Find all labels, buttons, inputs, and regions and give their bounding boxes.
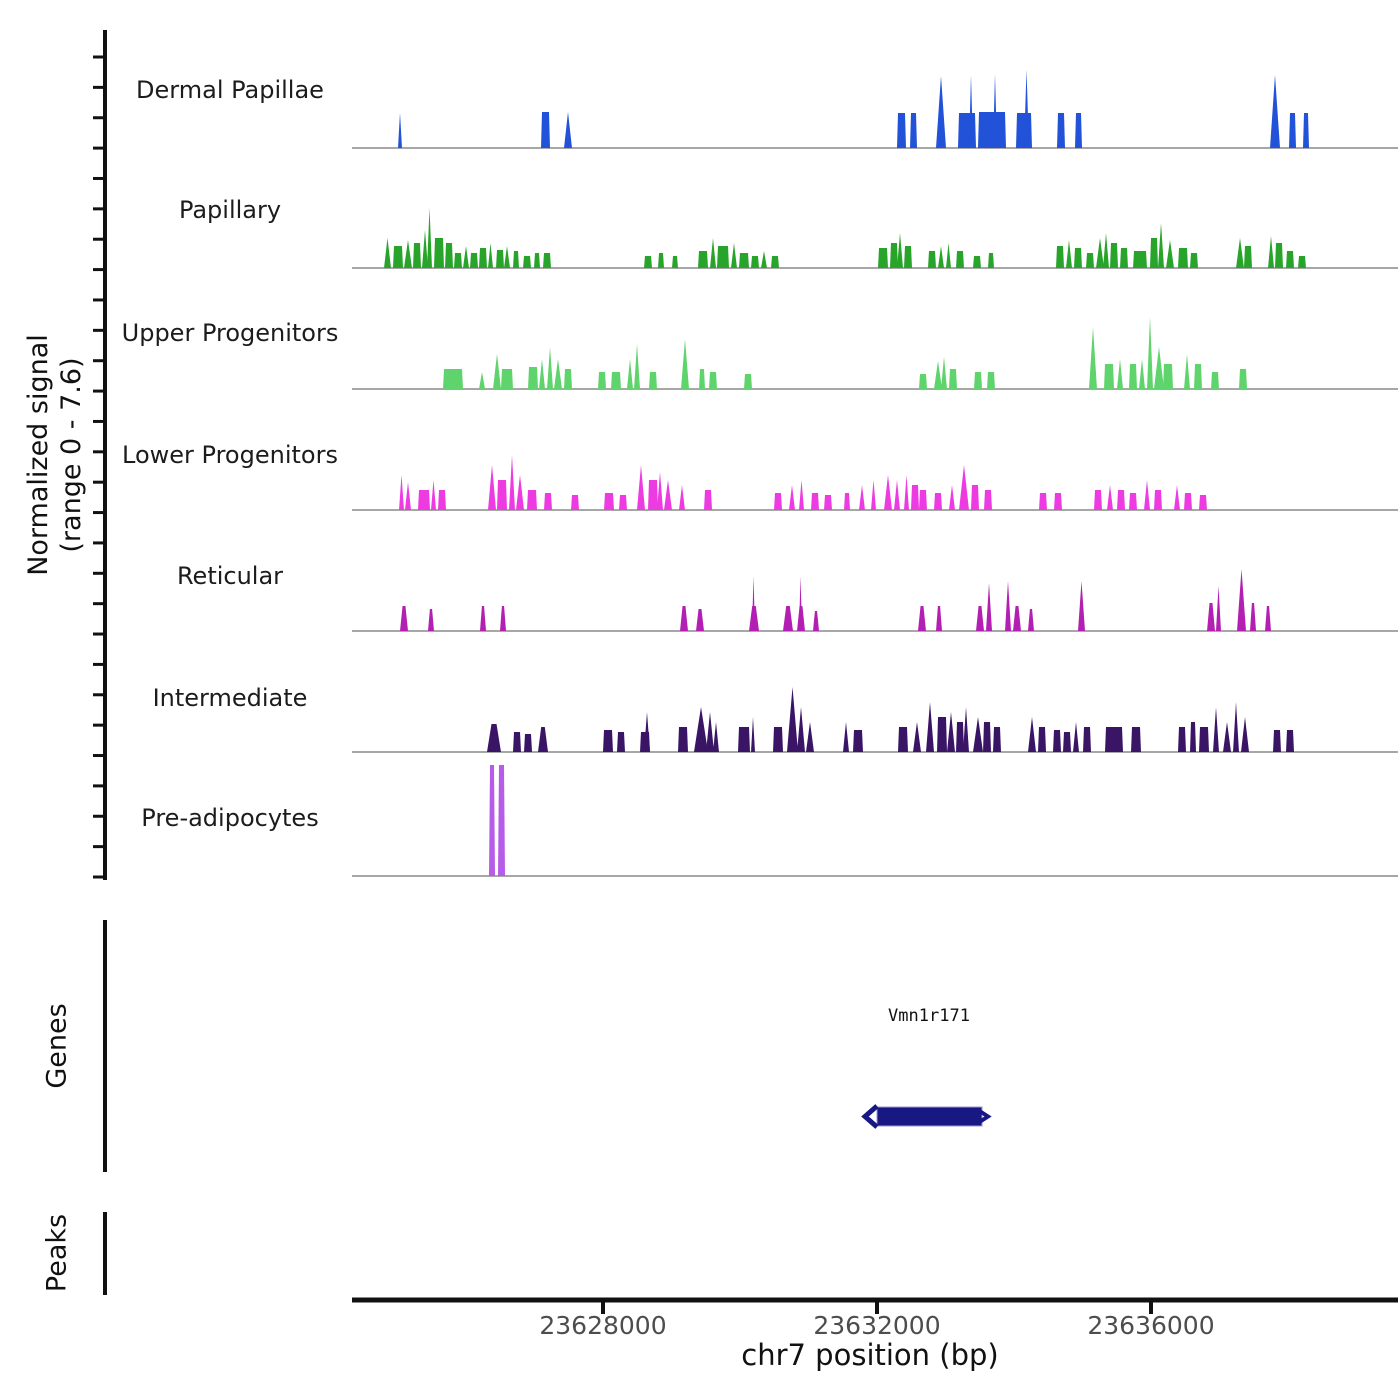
y-axis-label-line2: (range 0 - 7.6) <box>56 357 87 553</box>
track-label-intermediate: Intermediate <box>152 684 308 712</box>
signal-peak <box>428 609 434 631</box>
x-tick-label-23628000: 23628000 <box>539 1311 667 1340</box>
signal-peak <box>619 495 627 510</box>
signal-peak <box>539 359 545 389</box>
signal-peak <box>547 347 553 389</box>
signal-peak <box>956 722 964 752</box>
signal-peak <box>1166 240 1174 268</box>
signal-peak <box>1289 113 1296 148</box>
signal-peak <box>488 243 493 268</box>
signal-peak <box>524 734 532 752</box>
signal-peak <box>1086 253 1094 268</box>
signal-peak <box>554 359 562 389</box>
signal-peak <box>1083 727 1091 752</box>
signal-peak <box>738 727 750 752</box>
signal-peak <box>649 372 657 389</box>
signal-peak <box>987 372 995 389</box>
signal-peak <box>1066 240 1072 268</box>
signal-peak <box>947 712 955 752</box>
signal-peak <box>422 230 428 268</box>
signal-peak <box>941 357 947 389</box>
signal-peak <box>986 583 992 631</box>
track-label-pre-adipocytes: Pre-adipocytes <box>141 804 319 832</box>
signal-peak <box>789 485 795 510</box>
peaks-section-label: Peaks <box>41 1213 73 1293</box>
signal-peak <box>413 243 421 268</box>
signal-peak <box>500 606 506 631</box>
signal-peak <box>963 707 969 752</box>
signal-peak <box>949 369 957 389</box>
signal-peak <box>1144 480 1150 510</box>
signal-peak <box>434 238 444 268</box>
signal-peak <box>1073 722 1079 752</box>
signal-peak <box>1075 113 1082 148</box>
signal-peak <box>1038 727 1046 752</box>
signal-peak <box>904 475 909 510</box>
signal-peak <box>890 243 898 268</box>
signal-peak <box>783 606 793 631</box>
signal-peak <box>1213 707 1219 752</box>
signal-peak <box>1016 113 1032 148</box>
signal-peak <box>897 233 903 268</box>
signal-peak <box>1078 581 1085 631</box>
signal-peak <box>1190 253 1198 268</box>
signal-peak <box>698 251 708 268</box>
signal-peak <box>1190 722 1196 752</box>
signal-peak <box>1107 485 1113 510</box>
signal-peak <box>971 485 979 510</box>
signal-peak <box>859 485 865 510</box>
signal-peak <box>949 485 955 510</box>
signal-peak <box>627 359 633 389</box>
signal-peak <box>1233 702 1239 752</box>
signal-peak <box>664 480 672 510</box>
signal-peak <box>1239 369 1247 389</box>
signal-peak <box>787 687 798 752</box>
signal-peak <box>694 707 708 752</box>
signal-peak <box>564 369 572 389</box>
genes-section-label: Genes <box>41 1003 73 1089</box>
signal-peak <box>534 253 540 268</box>
signal-peak <box>824 495 832 510</box>
signal-peak <box>644 256 652 268</box>
signal-peak <box>936 606 942 631</box>
signal-peak <box>438 490 446 510</box>
signal-peak <box>904 246 912 268</box>
signal-peak <box>1270 75 1280 148</box>
signal-peak <box>1028 609 1034 631</box>
signal-peak <box>480 606 486 631</box>
signal-peak <box>918 606 926 631</box>
signal-peak <box>1154 490 1162 510</box>
signal-peak <box>773 727 783 752</box>
signal-peak <box>709 372 717 389</box>
track-label-upper-progenitors: Upper Progenitors <box>121 319 339 347</box>
signal-peak <box>479 372 485 389</box>
signal-peak <box>752 576 755 631</box>
signal-peak <box>774 493 782 510</box>
signal-peak <box>1074 248 1082 268</box>
signal-peak <box>1089 327 1097 389</box>
signal-peak <box>884 475 892 510</box>
signal-peak <box>713 722 719 752</box>
signal-peak <box>937 717 947 752</box>
signal-peak <box>926 702 934 752</box>
gene-strand-arrow-left <box>865 1106 877 1127</box>
signal-peak <box>679 485 685 510</box>
signal-peak <box>938 246 944 268</box>
signal-peak <box>799 480 804 510</box>
gene-name-label: Vmn1r171 <box>888 1006 970 1026</box>
signal-peak <box>648 480 658 510</box>
signal-peak <box>513 251 519 268</box>
signal-peak <box>1273 730 1281 752</box>
track-label-reticular: Reticular <box>176 562 284 590</box>
signal-peak <box>973 256 981 268</box>
signal-peak <box>418 490 430 510</box>
signal-peak <box>1063 732 1071 752</box>
signal-peak <box>603 730 613 752</box>
signal-peak <box>431 480 436 510</box>
signal-peak <box>672 256 678 268</box>
signal-peak <box>751 717 755 752</box>
x-axis-title: chr7 position (bp) <box>741 1338 999 1372</box>
signal-peak <box>498 765 505 876</box>
signal-peak <box>946 243 951 268</box>
signal-peak <box>969 75 973 148</box>
signal-peak <box>751 256 759 268</box>
signal-peak <box>1105 727 1123 752</box>
signal-peak <box>1286 730 1294 752</box>
signal-peak <box>400 606 408 631</box>
signal-peak <box>501 369 513 389</box>
signal-peak <box>1194 364 1202 389</box>
signal-peak <box>984 490 992 510</box>
signal-peak <box>463 246 469 268</box>
signal-peak <box>1207 603 1215 631</box>
signal-peak <box>634 344 640 389</box>
signal-peak <box>617 732 625 752</box>
signal-peak <box>934 361 942 389</box>
signal-peak <box>1147 317 1153 389</box>
signal-peak <box>717 246 729 268</box>
signal-peak <box>1039 493 1047 510</box>
signal-peak <box>1005 581 1011 631</box>
signal-peak <box>976 606 984 631</box>
signal-peak <box>1103 233 1109 268</box>
signal-peak <box>973 717 983 752</box>
signal-peak <box>1094 490 1102 510</box>
signal-peak <box>910 113 917 148</box>
signal-peak <box>699 369 705 389</box>
signal-peak <box>496 250 504 268</box>
signal-peak <box>544 493 552 510</box>
signal-peak <box>443 369 463 389</box>
signal-peak <box>731 243 737 268</box>
signal-peak <box>1223 722 1231 752</box>
signal-peak <box>1133 251 1147 268</box>
signal-peak <box>898 727 908 752</box>
signal-peak <box>1110 243 1118 268</box>
signal-peak <box>470 253 478 268</box>
signal-peak <box>509 455 515 510</box>
signal-peak <box>637 465 645 510</box>
signal-peak <box>1129 364 1137 389</box>
signal-peak <box>445 243 453 268</box>
signal-peak <box>1053 730 1061 752</box>
signal-peak <box>1056 246 1064 268</box>
signal-peak <box>1268 236 1274 268</box>
signal-peak <box>1211 372 1219 389</box>
signal-peak <box>706 712 714 752</box>
signal-peak <box>744 374 752 389</box>
signal-peak <box>1150 238 1158 268</box>
signal-peak <box>541 112 550 148</box>
signal-peak <box>479 248 487 268</box>
signal-peak <box>1057 113 1065 148</box>
signal-peak <box>1054 493 1062 510</box>
signal-peak <box>878 248 888 268</box>
signal-peak <box>678 727 688 752</box>
signal-peak <box>571 495 579 510</box>
signal-peak <box>936 76 946 148</box>
track-label-dermal-papillae: Dermal Papillae <box>136 76 324 104</box>
signal-peak <box>710 238 716 268</box>
gene-body <box>877 1107 982 1126</box>
signal-peak <box>1275 243 1283 268</box>
signal-peak <box>404 240 412 268</box>
signal-peak <box>497 480 507 510</box>
signal-peak <box>1241 717 1249 752</box>
signal-peak <box>1024 70 1029 148</box>
signal-peak <box>704 490 712 510</box>
signal-peak <box>1216 586 1221 631</box>
signal-peak <box>1178 727 1186 752</box>
signal-peak <box>489 765 495 876</box>
signal-peak <box>919 490 927 510</box>
signal-peak <box>696 609 704 631</box>
signal-peak <box>813 611 819 631</box>
signal-peak <box>1154 347 1164 389</box>
signal-peak <box>1250 603 1256 631</box>
signal-peak <box>811 493 819 510</box>
signal-peak <box>1298 256 1306 268</box>
signal-peak <box>894 480 900 510</box>
signal-peak <box>657 472 663 510</box>
signal-peak <box>959 465 969 510</box>
signal-peak <box>493 354 501 389</box>
signal-peak <box>1178 248 1188 268</box>
signal-peak <box>384 238 391 268</box>
signal-peak <box>911 485 919 510</box>
signal-peak <box>604 493 614 510</box>
signal-peak <box>527 490 537 510</box>
signal-peak <box>1028 717 1036 752</box>
signal-peak <box>913 722 921 752</box>
signal-peak <box>611 372 621 389</box>
signal-peak <box>853 730 863 752</box>
signal-peak <box>919 374 927 389</box>
signal-peak <box>806 722 814 752</box>
signal-peak <box>1131 727 1141 752</box>
signal-peak <box>1117 490 1125 510</box>
signal-peak <box>1236 238 1244 268</box>
y-axis-label <box>22 334 88 576</box>
signal-peak <box>1244 246 1252 268</box>
signal-peak <box>528 367 538 389</box>
signal-peak <box>513 732 521 752</box>
signal-peak <box>1158 223 1164 268</box>
signal-peak <box>1237 569 1246 631</box>
signal-peak <box>488 465 496 510</box>
signal-peak <box>761 251 767 268</box>
signal-peak <box>1013 606 1021 631</box>
signal-peak <box>543 253 551 268</box>
signal-peak <box>487 724 501 752</box>
signal-peak <box>523 256 531 268</box>
signal-peak <box>797 707 805 752</box>
signal-peak <box>844 493 850 510</box>
signal-peak <box>1174 485 1180 510</box>
signal-peak <box>983 722 991 752</box>
signal-peak <box>1286 251 1294 268</box>
signal-peak <box>454 253 462 268</box>
signal-peak <box>1184 493 1192 510</box>
signal-peak <box>988 253 994 268</box>
signal-peak <box>958 113 976 148</box>
signal-peak <box>1117 359 1123 389</box>
signal-peak <box>681 339 689 389</box>
x-tick-label-23632000: 23632000 <box>813 1311 941 1340</box>
signal-peak <box>1129 493 1137 510</box>
signal-peak <box>1104 364 1114 389</box>
signal-peak <box>956 251 964 268</box>
signal-peak <box>1199 727 1209 752</box>
signal-peak <box>538 727 548 752</box>
signal-peak <box>897 113 906 148</box>
signal-peak <box>393 246 403 268</box>
signal-peak <box>598 372 606 389</box>
signal-peak <box>398 113 402 148</box>
signal-peak <box>1265 606 1271 631</box>
signal-peak <box>405 482 411 510</box>
signal-peak <box>516 475 524 510</box>
signal-peak <box>1163 364 1173 389</box>
track-label-lower-progenitors: Lower Progenitors <box>122 441 338 469</box>
signal-peak <box>799 576 802 631</box>
signal-peak <box>843 722 849 752</box>
signal-peak <box>934 493 942 510</box>
signal-peak <box>739 253 749 268</box>
x-tick-label-23636000: 23636000 <box>1087 1311 1215 1340</box>
signal-peak <box>993 727 1001 752</box>
signal-peak <box>871 480 876 510</box>
track-label-papillary: Papillary <box>178 196 282 224</box>
signal-peak <box>1199 495 1207 510</box>
signal-peak <box>1303 113 1309 148</box>
signal-peak <box>771 256 779 268</box>
signal-peak <box>399 475 404 510</box>
signal-peak <box>928 251 936 268</box>
signal-peak <box>680 606 688 631</box>
signal-peak <box>974 372 982 389</box>
signal-peak <box>1139 359 1145 389</box>
signal-peak <box>427 208 432 268</box>
signal-peak <box>658 253 664 268</box>
signal-peak <box>1184 354 1190 389</box>
signal-peak <box>1096 238 1104 268</box>
signal-peak <box>564 112 572 148</box>
signal-peak <box>504 246 510 268</box>
signal-peak <box>993 74 997 148</box>
signal-peak <box>978 112 1006 148</box>
signal-peak <box>1120 248 1128 268</box>
y-axis-label-line1: Normalized signal <box>23 334 54 576</box>
